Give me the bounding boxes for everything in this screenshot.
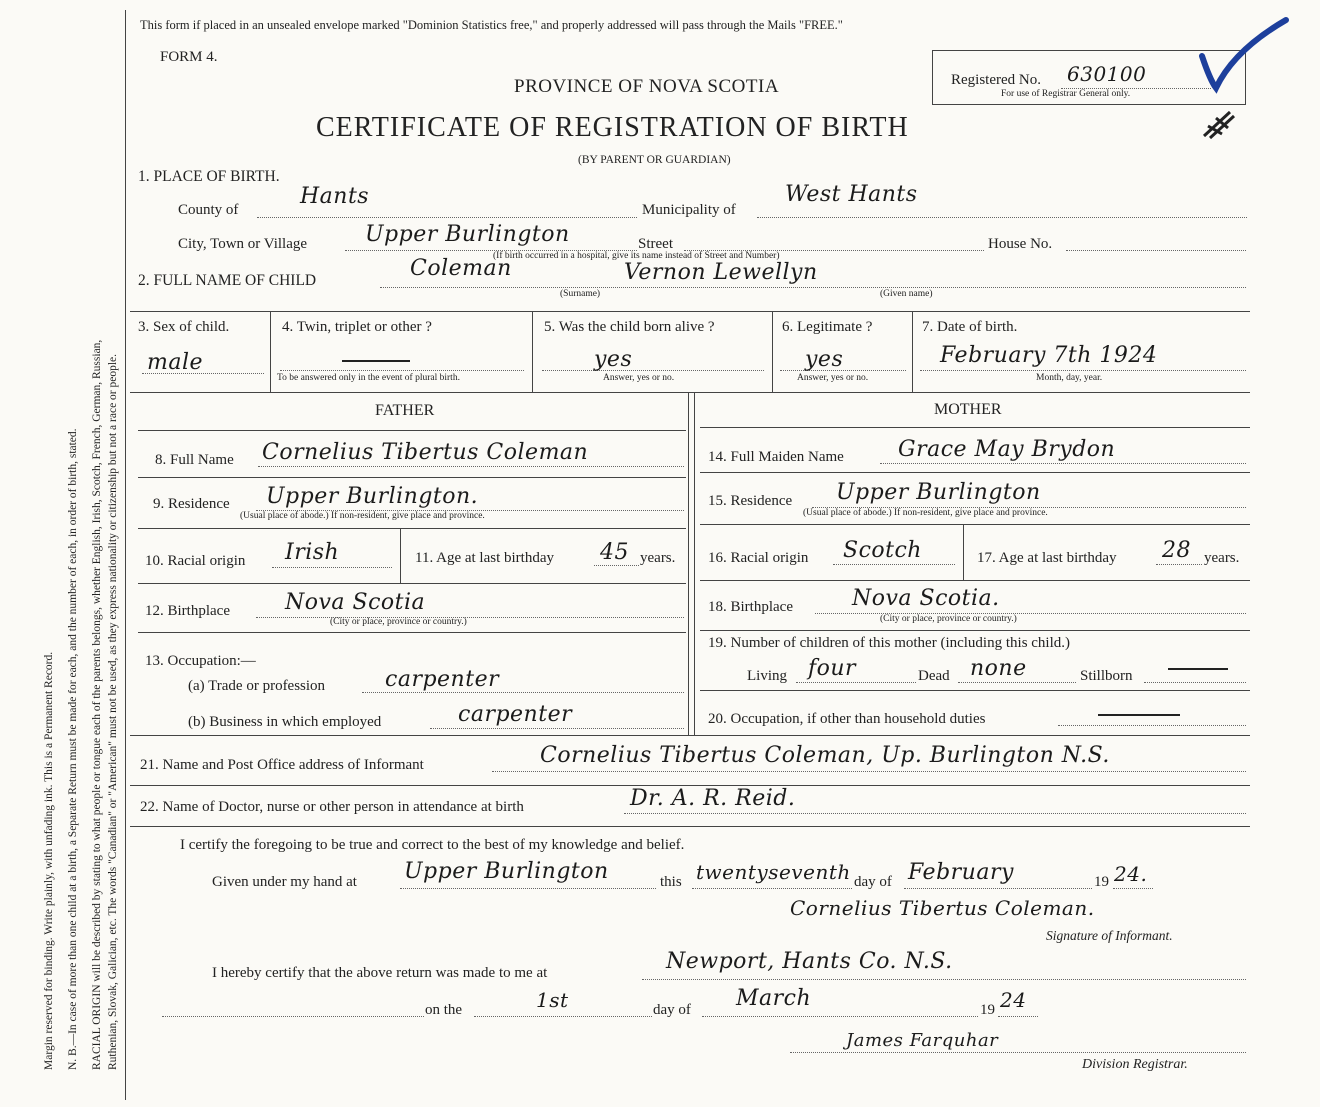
father-residence-note: (Usual place of abode.) If non-resident, give place and province. xyxy=(240,511,485,521)
year-value: 24. xyxy=(1114,862,1148,886)
mother-name-value: Grace May Brydon xyxy=(898,437,1116,462)
stamp-mark-icon xyxy=(1200,104,1240,144)
alive-line xyxy=(542,370,764,371)
house-label: House No. xyxy=(988,236,1053,252)
father-residence-value: Upper Burlington. xyxy=(266,484,479,509)
mother-stillborn-line xyxy=(1144,682,1246,683)
reg-day-line xyxy=(474,1016,652,1017)
sex-value: male xyxy=(147,350,204,375)
year-line xyxy=(1113,888,1153,889)
reg-month-value: March xyxy=(736,986,812,1011)
mother-rule-6 xyxy=(700,690,1250,691)
father-age-divider xyxy=(400,528,401,583)
informant-label: 21. Name and Post Office address of Informant xyxy=(140,757,424,773)
mother-living-label: Living xyxy=(747,668,787,684)
mother-years-label: years. xyxy=(1204,550,1240,566)
dob-note: Month, day, year. xyxy=(1036,373,1103,383)
alive-note: Answer, yes or no. xyxy=(603,373,675,383)
father-name-label: 8. Full Name xyxy=(155,452,234,468)
mother-dead-line xyxy=(958,682,1076,683)
twin-dash xyxy=(342,360,410,362)
municipality-value: West Hants xyxy=(785,182,918,207)
center-divider-right xyxy=(694,392,695,735)
father-rule-3 xyxy=(138,528,686,529)
child-surname: Coleman xyxy=(410,256,512,281)
margin-note-racial-origin-1: RACIAL ORIGIN will be described by stating to what people or tongue each of the parents belongs, whether English, Irish, Scotch, French, German, Russian, xyxy=(91,339,103,1070)
check-mark-icon xyxy=(1190,14,1290,98)
on-the-lead-line xyxy=(162,1016,424,1017)
mother-rule-4 xyxy=(700,580,1250,581)
dob-value: February 7th 1924 xyxy=(940,343,1158,368)
child-given-name: Vernon Lewellyn xyxy=(624,260,818,285)
registrar-signature: James Farquhar xyxy=(846,1030,999,1051)
reg-year-line xyxy=(998,1016,1038,1017)
mother-birthplace-note: (City or place, province or country.) xyxy=(880,614,1017,624)
month-value: February xyxy=(908,860,1014,885)
father-name-line xyxy=(258,466,684,467)
city-value: Upper Burlington xyxy=(365,222,570,247)
father-race-line xyxy=(272,567,392,568)
mother-residence-label: 15. Residence xyxy=(708,493,793,509)
mother-age-line xyxy=(1156,564,1202,565)
certify-top-rule xyxy=(130,826,1250,827)
alive-label: 5. Was the child born alive ? xyxy=(544,319,715,335)
mother-rule-2 xyxy=(700,472,1250,473)
month-line xyxy=(904,888,1092,889)
reg-year-value: 24 xyxy=(1000,988,1027,1012)
mother-occupation-label: 20. Occupation, if other than household duties xyxy=(708,711,986,727)
twin-line xyxy=(280,370,524,371)
county-line xyxy=(257,217,637,218)
given-name-note: (Given name) xyxy=(880,289,933,299)
day-line xyxy=(692,888,852,889)
mother-residence-value: Upper Burlington xyxy=(836,480,1041,505)
father-years-label: years. xyxy=(640,550,676,566)
mother-living-value: four xyxy=(808,656,857,681)
reg-month-line xyxy=(702,1016,978,1017)
certify-statement: I certify the foregoing to be true and correct to the best of my knowledge and belief. xyxy=(180,837,685,853)
mother-children-label: 19. Number of children of this mother (including this child.) xyxy=(708,635,1071,651)
father-business-label: (b) Business in which employed xyxy=(188,714,382,730)
center-divider-left xyxy=(688,392,689,735)
father-trade-line xyxy=(362,692,684,693)
page-subtitle: (BY PARENT OR GUARDIAN) xyxy=(578,154,731,166)
surname-note: (Surname) xyxy=(560,289,601,299)
place-heading: 1. PLACE OF BIRTH. xyxy=(138,168,280,185)
municipality-label: Municipality of xyxy=(642,202,736,218)
dayof-label: day of xyxy=(854,874,892,890)
registered-label: Registered No. xyxy=(951,72,1041,88)
legitimate-note: Answer, yes or no. xyxy=(797,373,869,383)
registrar-place-line xyxy=(642,979,1246,980)
division-registrar-label: Division Registrar. xyxy=(1082,1057,1188,1072)
reg-day-value: 1st xyxy=(536,988,569,1012)
informant-signature-label: Signature of Informant. xyxy=(1046,928,1173,943)
informant-signature: Cornelius Tibertus Coleman. xyxy=(790,896,1095,920)
year-prefix: 19 xyxy=(1094,874,1109,890)
father-race-value: Irish xyxy=(285,540,340,565)
father-rule-4 xyxy=(138,583,686,584)
mother-residence-note: (Usual place of abode.) If non-resident, give place and province. xyxy=(803,508,1048,518)
row3-divider-3 xyxy=(772,311,773,392)
reg-year-prefix: 19 xyxy=(980,1002,995,1018)
city-label: City, Town or Village xyxy=(178,236,308,252)
given-place-line xyxy=(400,888,656,889)
mother-heading: MOTHER xyxy=(934,401,1002,418)
given-label: Given under my hand at xyxy=(212,874,357,890)
form-number: FORM 4. xyxy=(160,49,218,65)
registrar-place-value: Newport, Hants Co. N.S. xyxy=(666,949,953,974)
mother-name-line xyxy=(880,463,1246,464)
alive-value: yes xyxy=(594,347,633,372)
mother-race-value: Scotch xyxy=(843,538,922,563)
child-name-line xyxy=(380,287,1246,288)
doctor-line xyxy=(624,813,1246,814)
house-line xyxy=(1066,250,1246,251)
father-heading: FATHER xyxy=(375,402,435,419)
father-race-label: 10. Racial origin xyxy=(145,553,246,569)
mother-occupation-dash xyxy=(1098,714,1180,716)
county-value: Hants xyxy=(300,184,370,209)
informant-value: Cornelius Tibertus Coleman, Up. Burlington N.S. xyxy=(540,743,1110,768)
given-place-value: Upper Burlington xyxy=(404,859,609,884)
mother-dead-label: Dead xyxy=(918,668,950,684)
mother-stillborn-dash xyxy=(1168,668,1228,670)
province-heading: PROVINCE OF NOVA SCOTIA xyxy=(514,76,780,97)
mother-birthplace-value: Nova Scotia. xyxy=(852,586,1000,611)
hospital-note: (If birth occurred in a hospital, give its name instead of Street and Number) xyxy=(493,251,780,261)
father-birthplace-note: (City or place, province or country.) xyxy=(330,617,467,627)
mother-dead-value: none xyxy=(970,656,1027,681)
mother-age-label: 17. Age at last birthday xyxy=(977,550,1117,566)
registered-value: 630100 xyxy=(1067,62,1147,86)
on-the-label: on the xyxy=(425,1002,463,1018)
margin-note-binding: Margin reserved for binding. Write plainly, with unfading ink. This is a Permanent Record. xyxy=(43,651,55,1070)
father-age-value: 45 xyxy=(600,540,629,565)
row3-top-rule xyxy=(130,311,1250,312)
father-residence-label: 9. Residence xyxy=(153,496,230,512)
mother-age-divider xyxy=(963,524,964,580)
postal-note: This form if placed in an unsealed envelope marked "Dominion Statistics free," and properly addressed will pass through the Mails "FREE." xyxy=(140,18,843,32)
father-rule-2 xyxy=(138,477,686,478)
father-age-label: 11. Age at last birthday xyxy=(415,550,554,566)
father-rule-5 xyxy=(138,632,686,633)
father-birthplace-line xyxy=(256,617,684,618)
mother-rule-5 xyxy=(700,630,1250,631)
twin-label: 4. Twin, triplet or other ? xyxy=(282,319,432,335)
father-name-value: Cornelius Tibertus Coleman xyxy=(262,440,589,465)
page-title: CERTIFICATE OF REGISTRATION OF BIRTH xyxy=(316,112,909,143)
mother-occupation-line xyxy=(1058,725,1246,726)
mother-race-label: 16. Racial origin xyxy=(708,550,809,566)
row3-divider-1 xyxy=(270,311,271,392)
father-trade-value: carpenter xyxy=(385,667,500,692)
child-name-label: 2. FULL NAME OF CHILD xyxy=(138,272,317,289)
mother-living-line xyxy=(796,682,916,683)
this-label: this xyxy=(660,874,682,890)
street-label: Street xyxy=(638,236,673,252)
informant-line xyxy=(492,771,1246,772)
day-value: twentyseventh xyxy=(696,860,851,884)
mother-race-line xyxy=(833,564,955,565)
margin-note-multiple-births: N. B.—In case of more than one child at a birth, a Separate Return must be made for each, and the number of each, in order of birth, stated. xyxy=(67,428,79,1070)
father-birthplace-value: Nova Scotia xyxy=(285,590,426,615)
margin-note-racial-origin-2: Ruthenian, Slovak, Galician, etc. The words "Canadian" or "American" must not be used, as they express nationality or citizenship but not a race or people. xyxy=(107,353,119,1070)
registrar-only-note: For use of Registrar General only. xyxy=(1001,89,1131,99)
registrar-statement: I hereby certify that the above return was made to me at xyxy=(212,965,548,981)
outer-left-border xyxy=(125,10,126,1100)
row3-bottom-rule xyxy=(130,392,1250,393)
father-business-value: carpenter xyxy=(458,702,573,727)
father-age-line xyxy=(594,565,639,566)
mother-name-label: 14. Full Maiden Name xyxy=(708,449,844,465)
municipality-line xyxy=(757,217,1247,218)
doctor-label: 22. Name of Doctor, nurse or other person in attendance at birth xyxy=(140,799,524,815)
county-label: County of xyxy=(178,202,239,218)
sex-label: 3. Sex of child. xyxy=(138,319,230,335)
section-rule-21 xyxy=(130,735,1250,736)
legitimate-label: 6. Legitimate ? xyxy=(782,319,873,335)
father-occupation-label: 13. Occupation:— xyxy=(145,653,256,669)
father-rule-1 xyxy=(138,430,686,431)
doctor-value: Dr. A. R. Reid. xyxy=(630,786,796,811)
father-business-line xyxy=(430,728,684,729)
mother-rule-1 xyxy=(700,427,1250,428)
father-trade-label: (a) Trade or profession xyxy=(188,678,326,694)
day-of2-label: day of xyxy=(653,1002,691,1018)
mother-stillborn-label: Stillborn xyxy=(1080,668,1133,684)
registrar-signature-line xyxy=(790,1052,1246,1053)
row3-divider-2 xyxy=(532,311,533,392)
mother-rule-3 xyxy=(700,524,1250,525)
mother-age-value: 28 xyxy=(1162,538,1191,563)
twin-note: To be answered only in the event of plural birth. xyxy=(277,373,460,383)
father-birthplace-label: 12. Birthplace xyxy=(145,603,230,619)
mother-birthplace-label: 18. Birthplace xyxy=(708,599,793,615)
legitimate-value: yes xyxy=(805,347,844,372)
dob-label: 7. Date of birth. xyxy=(922,319,1018,335)
dob-line xyxy=(920,370,1246,371)
row3-divider-4 xyxy=(912,311,913,392)
